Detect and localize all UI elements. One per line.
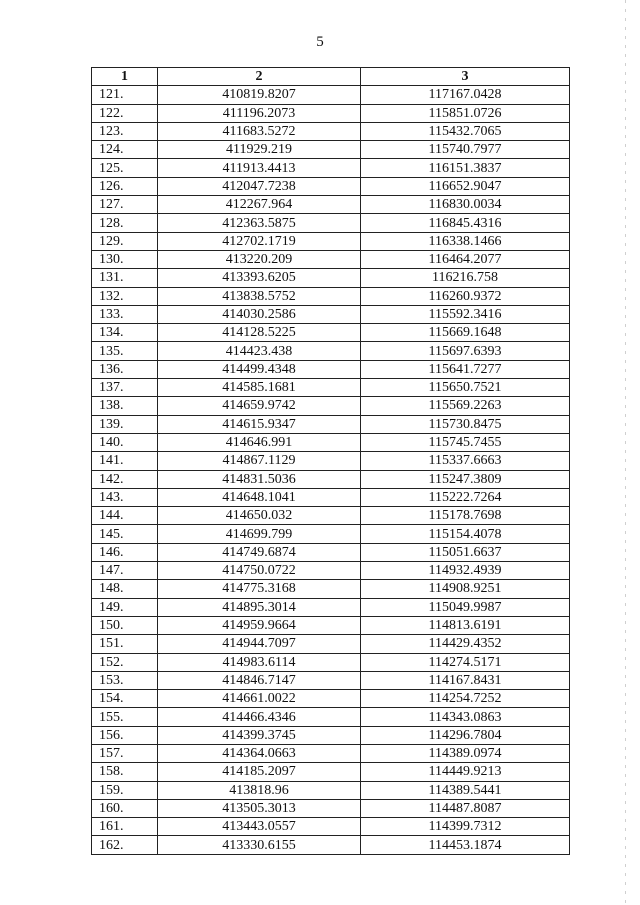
table-row (92, 159, 570, 177)
coordinate-y-cell: 115337.6663 (361, 452, 570, 470)
coordinate-x-cell: 413393.6205 (158, 269, 361, 287)
table-row (92, 708, 570, 726)
coordinate-y-cell: 114453.1874 (361, 836, 570, 854)
coordinate-y-cell: 115049.9987 (361, 598, 570, 616)
table-row (92, 342, 570, 360)
coordinate-x-cell: 414983.6114 (158, 653, 361, 671)
point-number-cell: 140. (92, 433, 158, 451)
table-row (92, 543, 570, 561)
coordinate-y-cell: 116845.4316 (361, 214, 570, 232)
coordinate-y-cell: 115222.7264 (361, 488, 570, 506)
coordinate-y-cell: 114813.6191 (361, 616, 570, 634)
coordinate-x-cell: 414659.9742 (158, 397, 361, 415)
coordinate-y-cell: 116830.0034 (361, 196, 570, 214)
point-number-cell: 150. (92, 616, 158, 634)
coordinate-x-cell: 414944.7097 (158, 635, 361, 653)
point-number-cell: 143. (92, 488, 158, 506)
table-row (92, 305, 570, 323)
coordinate-y-cell: 114487.8087 (361, 799, 570, 817)
column-header-2: 2 (158, 68, 361, 86)
point-number-cell: 159. (92, 781, 158, 799)
coordinate-y-cell: 114389.0974 (361, 744, 570, 762)
point-number-cell: 124. (92, 141, 158, 159)
coordinate-y-cell: 116652.9047 (361, 177, 570, 195)
coordinate-x-cell: 414648.1041 (158, 488, 361, 506)
table-row (92, 799, 570, 817)
coordinate-x-cell: 411913.4413 (158, 159, 361, 177)
point-number-cell: 122. (92, 104, 158, 122)
point-number-cell: 128. (92, 214, 158, 232)
coordinate-x-cell: 414466.4346 (158, 708, 361, 726)
table-row (92, 836, 570, 854)
coordinate-x-cell: 412047.7238 (158, 177, 361, 195)
table-row (92, 452, 570, 470)
coordinate-x-cell: 414499.4348 (158, 360, 361, 378)
coordinate-x-cell: 413818.96 (158, 781, 361, 799)
coordinate-x-cell: 414749.6874 (158, 543, 361, 561)
table-row (92, 177, 570, 195)
coordinate-x-cell: 414846.7147 (158, 671, 361, 689)
table-row (92, 232, 570, 250)
table-row (92, 671, 570, 689)
point-number-cell: 154. (92, 690, 158, 708)
coordinate-x-cell: 412267.964 (158, 196, 361, 214)
point-number-cell: 144. (92, 507, 158, 525)
table-row (92, 507, 570, 525)
coordinate-x-cell: 414364.0663 (158, 744, 361, 762)
coordinate-y-cell: 114389.5441 (361, 781, 570, 799)
coordinate-x-cell: 414615.9347 (158, 415, 361, 433)
column-header-1: 1 (92, 68, 158, 86)
coordinate-y-cell: 114429.4352 (361, 635, 570, 653)
coordinate-y-cell: 115178.7698 (361, 507, 570, 525)
point-number-cell: 127. (92, 196, 158, 214)
table-row (92, 562, 570, 580)
coordinate-x-cell: 413505.3013 (158, 799, 361, 817)
point-number-cell: 156. (92, 726, 158, 744)
coordinate-x-cell: 414831.5036 (158, 470, 361, 488)
coordinate-y-cell: 116151.3837 (361, 159, 570, 177)
coordinate-y-cell: 115669.1648 (361, 324, 570, 342)
coordinate-x-cell: 414399.3745 (158, 726, 361, 744)
table-row (92, 818, 570, 836)
point-number-cell: 138. (92, 397, 158, 415)
coordinate-x-cell: 414646.991 (158, 433, 361, 451)
coordinate-y-cell: 116216.758 (361, 269, 570, 287)
coordinate-y-cell: 114399.7312 (361, 818, 570, 836)
page-number: 5 (316, 34, 324, 50)
coordinate-x-cell: 414650.032 (158, 507, 361, 525)
point-number-cell: 123. (92, 122, 158, 140)
coordinate-y-cell: 114932.4939 (361, 562, 570, 580)
point-number-cell: 132. (92, 287, 158, 305)
coordinate-x-cell: 414661.0022 (158, 690, 361, 708)
coordinate-y-cell: 114254.7252 (361, 690, 570, 708)
point-number-cell: 152. (92, 653, 158, 671)
coordinate-y-cell: 114274.5171 (361, 653, 570, 671)
point-number-cell: 125. (92, 159, 158, 177)
coordinate-y-cell: 115740.7977 (361, 141, 570, 159)
point-number-cell: 129. (92, 232, 158, 250)
coordinate-x-cell: 411196.2073 (158, 104, 361, 122)
table-row (92, 104, 570, 122)
coordinate-x-cell: 414423.438 (158, 342, 361, 360)
coordinate-x-cell: 414959.9664 (158, 616, 361, 634)
point-number-cell: 147. (92, 562, 158, 580)
coordinate-y-cell: 114167.8431 (361, 671, 570, 689)
table-row (92, 141, 570, 159)
table-row (92, 781, 570, 799)
table-row (92, 763, 570, 781)
table-row (92, 580, 570, 598)
point-number-cell: 161. (92, 818, 158, 836)
column-header-3: 3 (361, 68, 570, 86)
coordinate-y-cell: 117167.0428 (361, 86, 570, 104)
coordinate-x-cell: 414030.2586 (158, 305, 361, 323)
coordinate-x-cell: 414585.1681 (158, 379, 361, 397)
table-row (92, 379, 570, 397)
table-header-row (92, 68, 570, 86)
point-number-cell: 126. (92, 177, 158, 195)
coordinate-x-cell: 414185.2097 (158, 763, 361, 781)
table-row (92, 690, 570, 708)
point-number-cell: 130. (92, 250, 158, 268)
point-number-cell: 155. (92, 708, 158, 726)
table-row (92, 360, 570, 378)
coordinate-x-cell: 412363.5875 (158, 214, 361, 232)
coordinate-x-cell: 414895.3014 (158, 598, 361, 616)
point-number-cell: 139. (92, 415, 158, 433)
coordinate-x-cell: 410819.8207 (158, 86, 361, 104)
point-number-cell: 135. (92, 342, 158, 360)
point-number-cell: 134. (92, 324, 158, 342)
point-number-cell: 146. (92, 543, 158, 561)
coordinate-y-cell: 115730.8475 (361, 415, 570, 433)
table-row (92, 122, 570, 140)
coordinates-table (91, 67, 570, 855)
coordinate-x-cell: 411683.5272 (158, 122, 361, 140)
table-row (92, 598, 570, 616)
coordinate-x-cell: 414128.5225 (158, 324, 361, 342)
table-row (92, 488, 570, 506)
point-number-cell: 148. (92, 580, 158, 598)
coordinate-y-cell: 115851.0726 (361, 104, 570, 122)
point-number-cell: 145. (92, 525, 158, 543)
table-row (92, 744, 570, 762)
coordinate-y-cell: 115154.4078 (361, 525, 570, 543)
coordinate-y-cell: 115745.7455 (361, 433, 570, 451)
table-row (92, 397, 570, 415)
point-number-cell: 151. (92, 635, 158, 653)
point-number-cell: 121. (92, 86, 158, 104)
coordinate-y-cell: 115650.7521 (361, 379, 570, 397)
point-number-cell: 141. (92, 452, 158, 470)
point-number-cell: 158. (92, 763, 158, 781)
coordinate-y-cell: 115432.7065 (361, 122, 570, 140)
point-number-cell: 133. (92, 305, 158, 323)
table-row (92, 214, 570, 232)
table-row (92, 250, 570, 268)
scan-edge-artifact (625, 0, 626, 905)
coordinate-y-cell: 114296.7804 (361, 726, 570, 744)
table-row (92, 470, 570, 488)
coordinate-y-cell: 116464.2077 (361, 250, 570, 268)
coordinate-y-cell: 115641.7277 (361, 360, 570, 378)
table-row (92, 287, 570, 305)
table-row (92, 86, 570, 104)
coordinate-x-cell: 414775.3168 (158, 580, 361, 598)
coordinate-y-cell: 115247.3809 (361, 470, 570, 488)
table-row (92, 635, 570, 653)
coordinate-y-cell: 115697.6393 (361, 342, 570, 360)
point-number-cell: 149. (92, 598, 158, 616)
table-row (92, 324, 570, 342)
coordinate-y-cell: 115592.3416 (361, 305, 570, 323)
coordinate-x-cell: 412702.1719 (158, 232, 361, 250)
point-number-cell: 137. (92, 379, 158, 397)
table-row (92, 269, 570, 287)
coordinate-y-cell: 116260.9372 (361, 287, 570, 305)
coordinate-x-cell: 414750.0722 (158, 562, 361, 580)
table-row (92, 525, 570, 543)
point-number-cell: 162. (92, 836, 158, 854)
point-number-cell: 136. (92, 360, 158, 378)
table-row (92, 653, 570, 671)
coordinate-y-cell: 114908.9251 (361, 580, 570, 598)
point-number-cell: 157. (92, 744, 158, 762)
point-number-cell: 131. (92, 269, 158, 287)
table-row (92, 196, 570, 214)
coordinate-x-cell: 411929.219 (158, 141, 361, 159)
coordinate-y-cell: 115569.2263 (361, 397, 570, 415)
coordinate-x-cell: 414867.1129 (158, 452, 361, 470)
coordinate-y-cell: 114343.0863 (361, 708, 570, 726)
point-number-cell: 160. (92, 799, 158, 817)
table-row (92, 433, 570, 451)
coordinate-y-cell: 116338.1466 (361, 232, 570, 250)
coordinate-y-cell: 114449.9213 (361, 763, 570, 781)
table-row (92, 726, 570, 744)
point-number-cell: 142. (92, 470, 158, 488)
coordinate-x-cell: 413330.6155 (158, 836, 361, 854)
coordinate-x-cell: 413443.0557 (158, 818, 361, 836)
table-row (92, 616, 570, 634)
coordinate-x-cell: 413220.209 (158, 250, 361, 268)
coordinate-y-cell: 115051.6637 (361, 543, 570, 561)
coordinate-x-cell: 413838.5752 (158, 287, 361, 305)
point-number-cell: 153. (92, 671, 158, 689)
coordinate-x-cell: 414699.799 (158, 525, 361, 543)
table-row (92, 415, 570, 433)
